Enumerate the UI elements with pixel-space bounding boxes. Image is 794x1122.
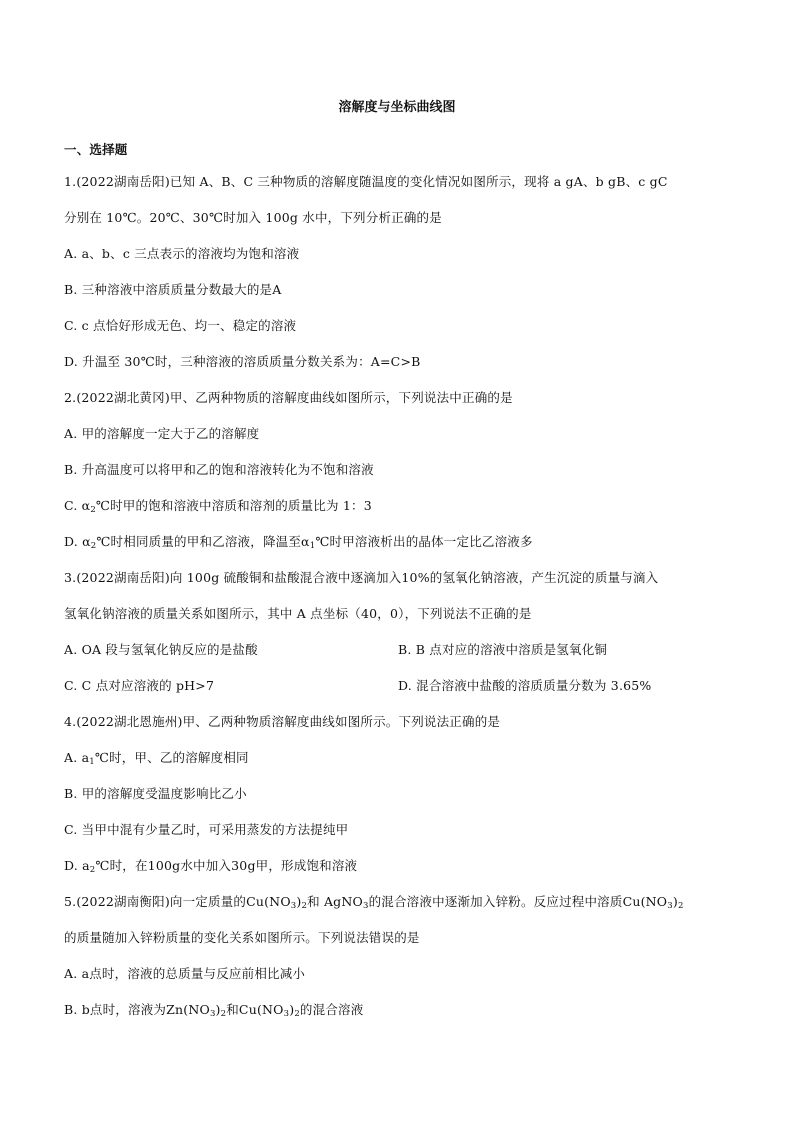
q3-option-a: A. OA 段与氢氧化钠反应的是盐酸 [64, 642, 258, 657]
q2-option-c: C. $\alpha_2℃$时甲的饱和溶液中溶质和溶剂的质量比为 1：3 [64, 498, 372, 515]
q5-stem-line2: 的质量随加入锌粉质量的变化关系如图所示。下列说法错误的是 [64, 930, 420, 945]
section-heading: 一、选择题 [64, 142, 128, 157]
q3-option-d: D. 混合溶液中盐酸的溶质质量分数为 3.65% [398, 678, 652, 693]
q2-stem: 2.(2022湖北黄冈)甲、乙两种物质的溶解度曲线如图所示，下列说法中正确的是 [64, 390, 513, 405]
q3-stem-line1: 3.(2022湖南岳阳)向 100g 硫酸铜和盐酸混合液中逐滴加入10%的氢氧化钠溶液，产生沉淀的质量与滴入 [64, 570, 659, 585]
q3-stem-line2: 氢氧化钠溶液的质量关系如图所示，其中 A 点坐标（40，0），下列说法不正确的是 [64, 606, 532, 621]
q2-option-a: A. 甲的溶解度一定大于乙的溶解度 [64, 426, 260, 441]
q1-stem-line1: 1.(2022湖南岳阳)已知 A、B、C 三种物质的溶解度随温度的变化情况如图所示，现将 a gA、b gB、c gC [64, 174, 668, 189]
q2-option-d: D. $\alpha_2℃$时相同质量的甲和乙溶液，降温至$\alpha_1℃$时甲溶液析出的晶体一定比乙溶液多 [64, 534, 533, 551]
q3-option-c: C. C 点对应溶液的 pH>7 [64, 678, 215, 693]
q1-option-d: D. 升温至 30℃时，三种溶液的溶质质量分数关系为：A=C>B [64, 354, 421, 369]
q1-option-c: C. c 点恰好形成无色、均一、稳定的溶液 [64, 318, 297, 333]
q1-stem-line2: 分别在 10℃。20℃、30℃时加入 100g 水中，下列分析正确的是 [64, 210, 442, 225]
document-title: 溶解度与坐标曲线图 [338, 100, 456, 115]
q1-option-a: A. a、b、c 三点表示的溶液均为饱和溶液 [64, 246, 300, 261]
q5-stem-line1: 5.(2022湖南衡阳)向一定质量的$Cu(NO_3)_2$和 AgNO$_3$的混合溶液中逐渐加入锌粉。反应过程中溶质$Cu(NO_3)_2$ [64, 894, 684, 911]
q4-stem: 4.(2022湖北恩施州)甲、乙两种物质溶解度曲线如图所示。下列说法正确的是 [64, 714, 501, 729]
q4-option-b: B. 甲的溶解度受温度影响比乙小 [64, 786, 247, 801]
q2-option-b: B. 升高温度可以将甲和乙的饱和溶液转化为不饱和溶液 [64, 462, 374, 477]
q3-option-b: B. B 点对应的溶液中溶质是氢氧化铜 [398, 642, 608, 657]
q4-option-a: A. $a_1℃$时，甲、乙的溶解度相同 [64, 750, 249, 767]
q1-option-b: B. 三种溶液中溶质质量分数最大的是A [64, 282, 282, 297]
q4-option-d: D. $a_2℃$时，在100g水中加入30g甲，形成饱和溶液 [64, 858, 358, 875]
q5-option-a: A. a点时，溶液的总质量与反应前相比减小 [64, 966, 306, 981]
q5-option-b: B. b点时，溶液为$Zn(NO_3)_2$和$Cu(NO_3)_2$的混合溶液 [64, 1002, 364, 1019]
q4-option-c: C. 当甲中混有少量乙时，可采用蒸发的方法提纯甲 [64, 822, 349, 837]
